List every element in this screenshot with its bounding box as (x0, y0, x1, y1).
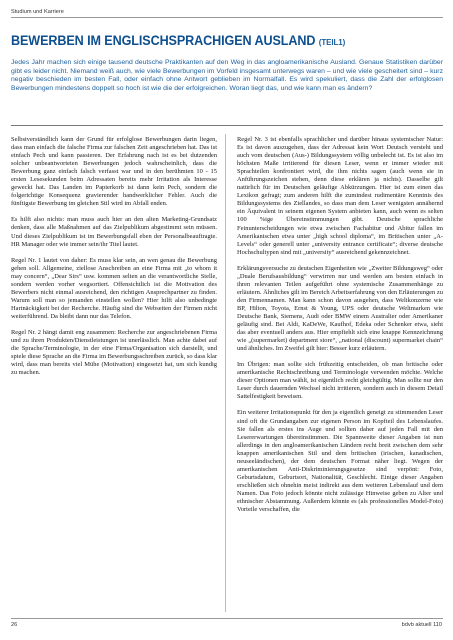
page-number: 26 (11, 622, 18, 628)
paragraph: Regel Nr. 3 ist ebenfalls sprachlicher und darüber hinaus systemischer Natur: Es ist davon auszugehen, dass der Adressat kein Wort Deutsch versteht und auch vom deutschen (Aus-) Bildungssystem völlig unbelecht ist. Es ist also im höchsten Maße irritierend für diesen Leser, wenn er immer wieder mit Sprachteilen konfrontiert wird, die ihm nichts sagen (auch wenn sie in Anführungszeichen stehen, denn diese erklären ja nichts). Dasselbe gilt natürlich für im Deutschen geläufige Abkürzungen. Hier ist zum einen das Lexikon gefragt; zum anderen hilft die zumindest rudimentäre Kenntnis des Bildungssystems des Ziellandes, so dass man dem Leser wenigsten annähernd ein Äquivalent in seinem eigenen System anbieten kann, auch wenn es selten 100 %ige Übereinstimmungen gibt. Deutsche sprachliche Feinunterscheidungen wie etwa zwischen Fachabitur und Abitur fallen im Amerikanischen etwa unter „high school diploma“, im Britischen unter „A-Levels“ oder generell unter „university entrance certificate“; diverse deutsche Hochschultypen sind mit „university“ ausreichend gekennzeichnet. (237, 136, 443, 256)
top-divider (11, 17, 443, 18)
article-headline (11, 33, 425, 48)
paragraph: Im Übrigen: man sollte sich frühzeitig entscheiden, ob man britische oder amerikanische Rechtschreibung und Terminologie verwenden möchte. Welche dieser Optionen man wählt, ist eigentlich recht gleichgültig. Man sollte nur den Leser durch dauernden Wechsel nicht irritieren, sondern auch in diesem Detail Sattelfestigkeit beweisen. (237, 361, 443, 401)
intro-divider (11, 125, 443, 126)
column-divider (225, 134, 226, 612)
right-column (237, 136, 443, 522)
paragraph: Regel Nr. 1 lautet von daher: Es muss klar sein, an wen genau die Bewerbung gehen soll. Allgemeine, ziellose Anschreiben an eine Firma mit „to whom it may concern“, „Dear Sirs“ usw. kommen selten an die verantwortliche Stelle, sondern werden vorher wegsortiert. Offensichtlich ist die Motivation des Bewerbers nicht einmal ausreichend, den richtigen Ansprechpartner zu finden. Warum soll man so jemanden einstellen wollen? Hier hilft also unbedingte Hartnäckigkeit bei der Recherche. Häufig sind die Webseiten der Firmen nicht weiterführend. Da bleibt dann nur das Telefon. (11, 256, 217, 320)
paragraph: Regel Nr. 2 hängt damit eng zusammen: Recherche zur angeschriebenen Firma und zu ihren Produkten/Dienstleistungen ist unerlässlich. Man achte dabei auf die Sprache/Terminologie, in der eine Firma/Organisation sich darstellt, und spiele diese Sprache an die Firma im Bewerbungsschreiben zurück, so dass klar wird, dass man bereits viel Mühe (Motivation) eingesetzt hat, um sich kundig zu machen. (11, 328, 217, 377)
headline-suffix: (TEIL1) (318, 37, 346, 47)
footer-divider (11, 618, 443, 619)
headline-title: BEWERBEN IM ENGLISCHSPRACHIGEN AUSLAND (11, 33, 316, 48)
paragraph: Selbstverständlich kann der Grund für erfolglose Bewerbungen darin liegen, dass man einfach die falsche Firma zur falschen Zeit angeschrieben hat. Das ist einfach Pech und kann passieren. Der Erfahrung nach ist es bei dutzenden solcher unbeantworteten Bewerbungen jedoch wahrscheinlich, dass die Bewerbung ganz einfach falsch verfasst war und in den berühmten 10 - 15 ersten Lesesekunden beim Adressaten bereits mehr Irritation als Interesse geweckt hat. Das Landen im Papierkorb ist dann kein Pech, sondern die folgerichtige Konsequenz gravierender handwerklicher Fehler. Auch die fünftigste Bewerbung im gleichen Stil wird im Abfall enden. (11, 136, 217, 208)
publication-name: bdvb aktuell 110 (401, 622, 442, 628)
section-label: Studium und Karriere (11, 9, 64, 15)
article-intro: Jedes Jahr machen sich einige tausend deutsche Praktikanten auf den Weg in das angloamerikanische Ausland. Genaue Statistiken darüber gibt es leider nicht. Niemand weiß auch, wie viele Bewerbungen im Vorfeld insgesamt unterwegs waren – und wie viele gescheitert sind – kurz negativ beschieden im besten Fall, oder einfach ohne Antwort geblieben im Normalfall. Es wird spekuliert, dass die Zahl der erfolglosen Bewerbungen mindestens doppelt so hoch ist wie die der erfolgreichen. Woran liegt das, und wie kann man es ändern? (11, 59, 443, 92)
left-column (11, 136, 217, 385)
paragraph: Erklärungsversuche zu deutschen Eigenheiten wie „Zweiter Bildungsweg“ oder „Duale Berufsausbildung“ verwirren nur und werden am besten einfach in ihren relevanten Teilen aufgeführt ohne systemische Zusammenhänge zu erläutern. Ähnliches gilt im Bereich Arbeitserfahrung von den Erläuterungen zu den Firmennamen. Man kann schon davon ausgehen, dass Weltkonzerne wie BP, Hilton, Toyota, Ernst & Young, UPS oder deutsche Weltmarken wie Deutsche Bank, Siemens, Audi oder BMW einem Australier oder Amerikaner geläufig sind. Bei Aldi, KaDeWe, Kaufhof, Edeka oder Schenker etwa, sieht das aber eventuell anders aus. Hier empfiehlt sich eine knappe Kennzeichnung wie „(supermarket) department store“, „national (discount) supermarket chain“ und ähnliches. Im Zweifel gilt hier: Besser kurz erläutern. (237, 264, 443, 353)
paragraph: Ein weiterer Irritationspunkt für den ja eigentlich geneigt zu stimmenden Leser sind oft die Grundangaben zur eigenen Person im Kopfteil des Lebenslaufes. Sie fallen als erstes ins Auge und sollten daher auf jeden Fall mit den Lesererwartungen übereinstimmen. Die Spannweite dieser Angaben ist nun allerdings in den angloamerikanischen Ländern recht breit zwischen dem sehr knappen amerikanischen Stil und dem britischen (irischen, kanadischen, neuseeländischen), der dem deutschen Format näher liegt. Wegen der amerikanischen Anti-Diskriminierungsgesetze sind verpönt: Foto, Geburtsdatum, Geburtsort, Nationalität, Geschlecht. Einige dieser Angaben erschließen sich ohnehin meist indirekt aus dem weiteren Lebenslauf und dem Namen. Das Foto jedoch könnte nicht zulässige Hinweise geben zu Alter und ethnischer Abstammung. Außerdem könnte es (als professionelles Model-Foto) Vorteile verschaffen, die (237, 409, 443, 514)
paragraph: Es hilft also nichts: man muss auch hier an den alten Marketing-Grundsatz denken, dass alle Maßnahmen auf das Zielpublikum abgestimmt sein müssen. Und dieses Zielpublikum ist im Bewerbungsfall eben der Personalbeauftragte. HR Manager oder wie immer sein/ihr Titel lautet. (11, 216, 217, 248)
